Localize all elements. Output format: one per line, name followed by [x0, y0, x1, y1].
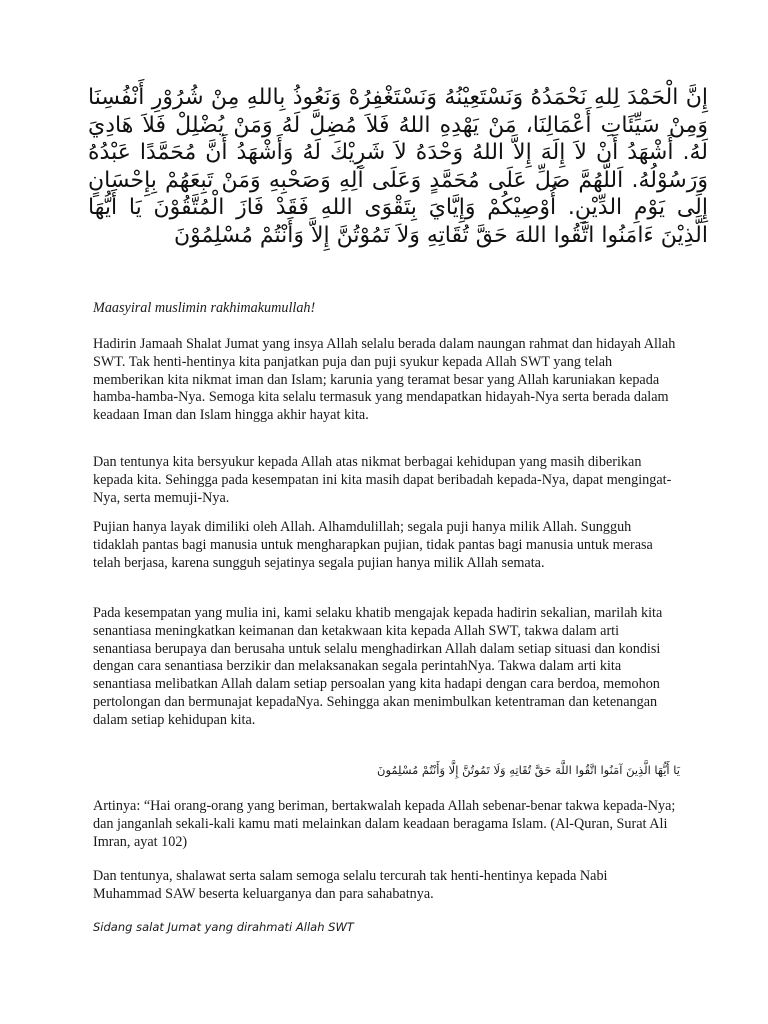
verse-translation: Artinya: “Hai orang-orang yang beriman, bertakwalah kepada Allah sebenar-benar takwa kepada-Nya; dan janganlah sekali-kali kamu mati melainkan dalam keadaan beragama Islam. (Al-Quran, Surat Ali Imran, ayat 102) [93, 798, 676, 850]
paragraph-shalawat: Dan tentunya, shalawat serta salam semoga selalu tercurah tak henti-hentinya kepada Nabi Muhammad SAW beserta keluarganya dan para sahabatnya. [93, 868, 608, 902]
arabic-opening-prayer: إِنَّ الْحَمْدَ لِلهِ نَحْمَدُهُ وَنَسْتَعِيْنُهُ وَنَسْتَغْفِرُهْ وَنَعُوذُ بِاللهِ مِنْ شُرُوْرِ أَنْفُسِنَا وَمِنْ سَيِّئَاتِ أَعْمَالِنَا، مَنْ يَهْدِهِ اللهُ فَلاَ مُضِلَّ لَهُ وَمَنْ يُضْلِلْ فَلاَ هَادِيَ لَهُ. أَشْهَدُ أَنْ لاَ إِلَهَ إِلاَّ اللهُ وَحْدَهُ لاَ شَرِيْكَ لَهُ وَأَشْهَدُ أَنَّ مُحَمَّدًا عَبْدُهُ وَرَسُوْلُهُ. اَللَّهُمَّ صَلِّ عَلَى مُحَمَّدٍ وَعَلَى آلِهِ وَصَحْبِهِ وَمَنْ تَبِعَهُمْ بِإِحْسَانٍ إِلَى يَوْمِ الدِّيْنِ. أُوْصِيْكُمْ وَإِيَّايَ بِتَقْوَى اللهِ فَقَدْ فَازَ الْمُتَّقُوْنَ يَا أَيُّهَا الَّذِيْنَ ءَامَنُوا اتَّقُوا اللهَ حَقَّ تُقَاتِهِ وَلاَ تَمُوْتُنَّ إِلاَّ وَأَنْتُمْ مُسْلِمُوْنَ [88, 85, 708, 248]
paragraph-praise: Pujian hanya layak dimiliki oleh Allah. Alhamdulillah; segala puji hanya milik Allah. Sungguh tidaklah pantas bagi manusia untuk mengharapkan pujian, tidak pantas bagi manusia untuk merasa telah berjasa, karena sungguh sejatinya segala pujian hanya milik Allah semata. [93, 519, 653, 571]
salutation-heading: Maasyiral muslimin rakhimakumullah! [93, 300, 316, 316]
closing-salutation-heading: Sidang salat Jumat yang dirahmati Allah SWT [93, 920, 354, 934]
paragraph-opening-greeting: Hadirin Jamaah Shalat Jumat yang insya Allah selalu berada dalam naungan rahmat dan hidayah Allah SWT. Tak henti-hentinya kita panjatkan puja dan puji syukur kepada Allah SWT yang telah memberikan kita nikmat iman dan Islam; karunia yang teramat besar yang Allah karuniakan kepada hamba-hamba-Nya. Semoga kita selalu termasuk yang mendapatkan hidayah-Nya serta berada dalam keadaan Iman dan Islam hingga akhir hayat kita. [93, 336, 676, 424]
paragraph-taqwa-call: Pada kesempatan yang mulia ini, kami selaku khatib mengajak kepada hadirin sekalian, marilah kita senantiasa meningkatkan keimanan dan ketakwaan kita kepada Allah SWT, takwa dalam arti senantiasa berupaya dan berusaha untuk selalu menghadirkan Allah dalam setiap situasi dan kondisi dengan cara senantiasa berzikir dan melaksanakan segala perintahNya. Takwa dalam arti kita senantiasa melibatkan Allah dalam setiap persoalan yang kita hadapi dengan cara berdoa, memohon pertolongan dan bermunajat kepadaNya. Sehingga akan menimbulkan ketentraman dan ketenangan dalam setiap kehidupan kita. [93, 605, 663, 728]
paragraph-gratitude: Dan tentunya kita bersyukur kepada Allah atas nikmat berbagai kehidupan yang masih diberikan kepada kita. Sehingga pada kesempatan ini kita masih dapat beribadah kepada-Nya, dapat mengingat-Nya, serta memuji-Nya. [93, 454, 672, 506]
quran-verse-arabic: يَا أَيُّهَا الَّذِينَ آمَنُوا اتَّقُوا اللَّهَ حَقَّ تُقَاتِهِ وَلَا تَمُوتُنَّ إِلَّا وَأَنْتُمْ مُسْلِمُونَ [377, 763, 680, 777]
